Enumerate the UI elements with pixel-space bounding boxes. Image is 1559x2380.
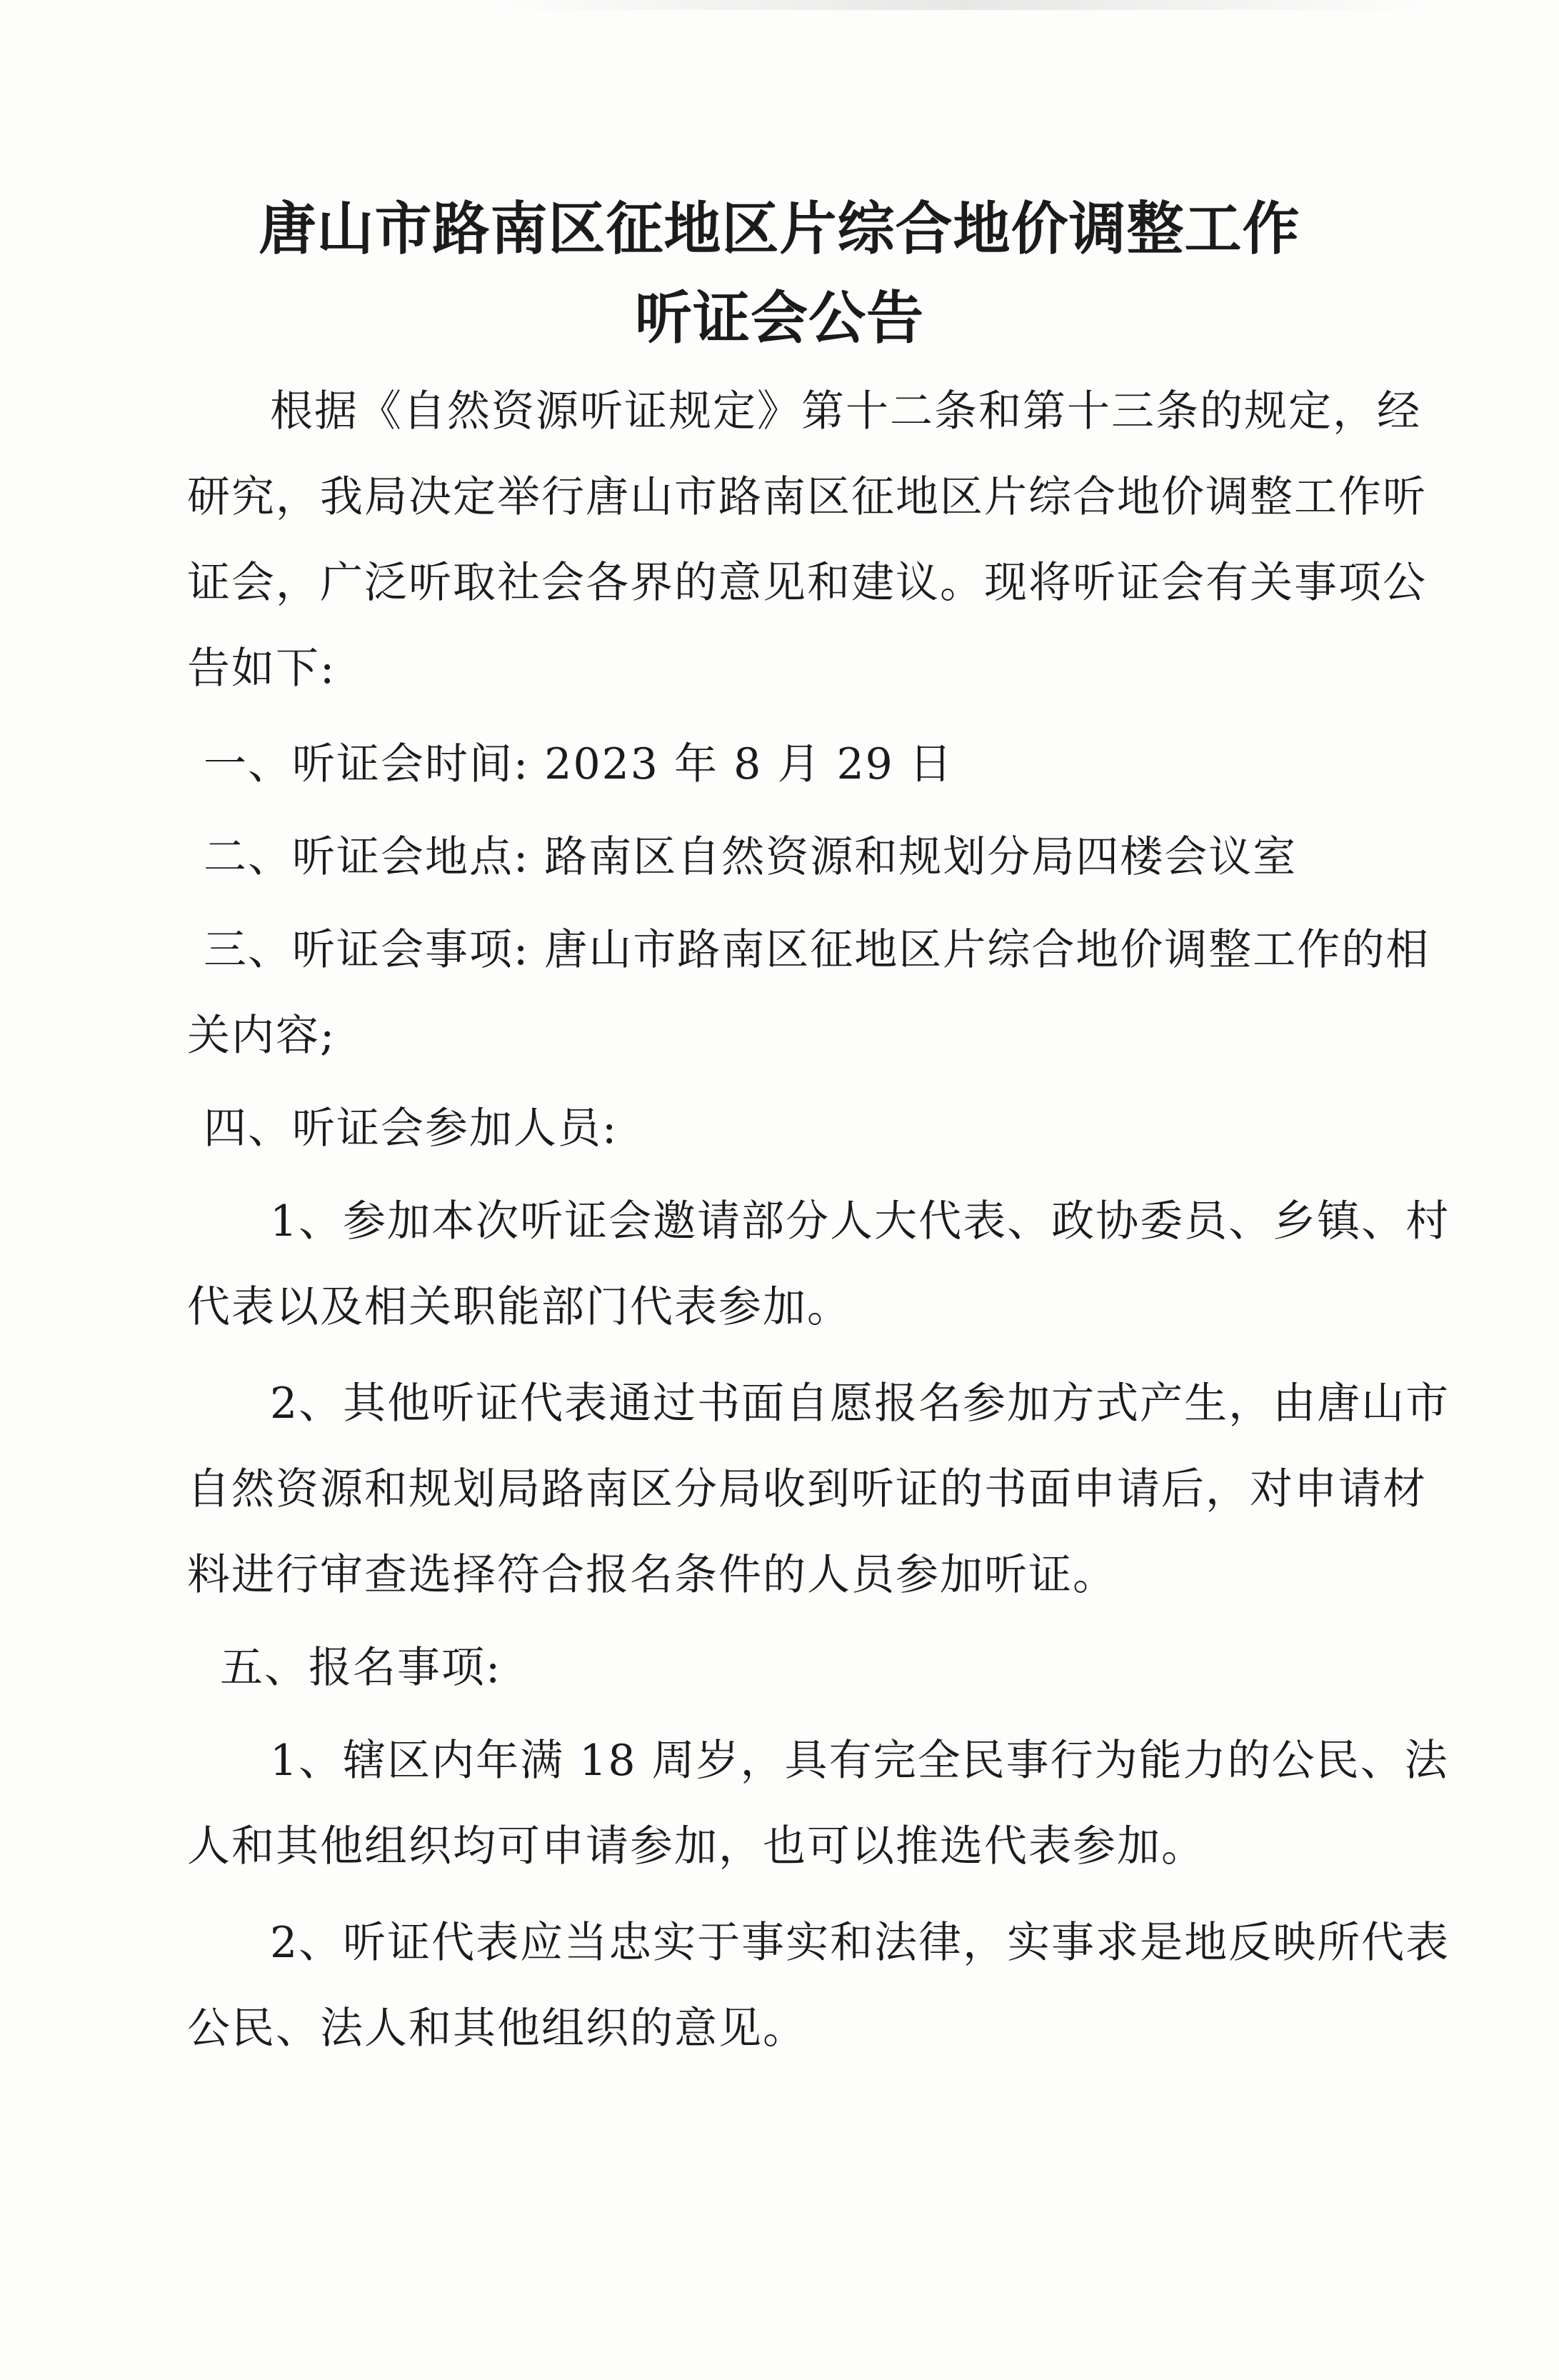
item-4-2-line-2: 自然资源和规划局路南区分局收到听证的书面申请后，对申请材 bbox=[187, 1464, 1427, 1514]
item-4-2-line-1: 2、其他听证代表通过书面自愿报名参加方式产生，由唐山市 bbox=[270, 1379, 1450, 1429]
item-registration-heading: 五、报名事项: bbox=[220, 1643, 502, 1693]
document-title-line-2: 听证会公告 bbox=[635, 284, 924, 351]
intro-line-2: 研究，我局决定举行唐山市路南区征地区片综合地价调整工作听 bbox=[187, 472, 1427, 522]
item-time: 一、听证会时间: 2023 年 8 月 29 日 bbox=[204, 739, 953, 789]
document-title-line-1: 唐山市路南区征地区片综合地价调整工作 bbox=[259, 195, 1300, 262]
item-matters-line-2: 关内容; bbox=[187, 1011, 336, 1061]
item-5-2-line-1: 2、听证代表应当忠实于事实和法律，实事求是地反映所代表 bbox=[270, 1918, 1450, 1968]
item-4-2-line-3: 料进行审查选择符合报名条件的人员参加听证。 bbox=[187, 1550, 1117, 1600]
item-matters-line-1: 三、听证会事项: 唐山市路南区征地区片综合地价调整工作的相 bbox=[204, 925, 1430, 975]
item-location: 二、听证会地点: 路南区自然资源和规划分局四楼会议室 bbox=[204, 832, 1298, 882]
item-4-1-line-1: 1、参加本次听证会邀请部分人大代表、政协委员、乡镇、村 bbox=[270, 1196, 1450, 1246]
intro-line-4: 告如下: bbox=[187, 644, 336, 694]
item-participants-heading: 四、听证会参加人员: bbox=[204, 1104, 618, 1154]
item-5-1-line-2: 人和其他组织均可申请参加，也可以推选代表参加。 bbox=[187, 1821, 1205, 1871]
intro-line-3: 证会，广泛听取社会各界的意见和建议。现将听证会有关事项公 bbox=[187, 558, 1427, 608]
item-5-2-line-2: 公民、法人和其他组织的意见。 bbox=[187, 2004, 807, 2054]
item-5-1-line-1: 1、辖区内年满 18 周岁，具有完全民事行为能力的公民、法 bbox=[270, 1736, 1449, 1786]
intro-line-1: 根据《自然资源听证规定》第十二条和第十三条的规定，经 bbox=[270, 386, 1421, 436]
scan-edge-shadow bbox=[500, 0, 1428, 10]
item-4-1-line-2: 代表以及相关职能部门代表参加。 bbox=[187, 1282, 851, 1332]
